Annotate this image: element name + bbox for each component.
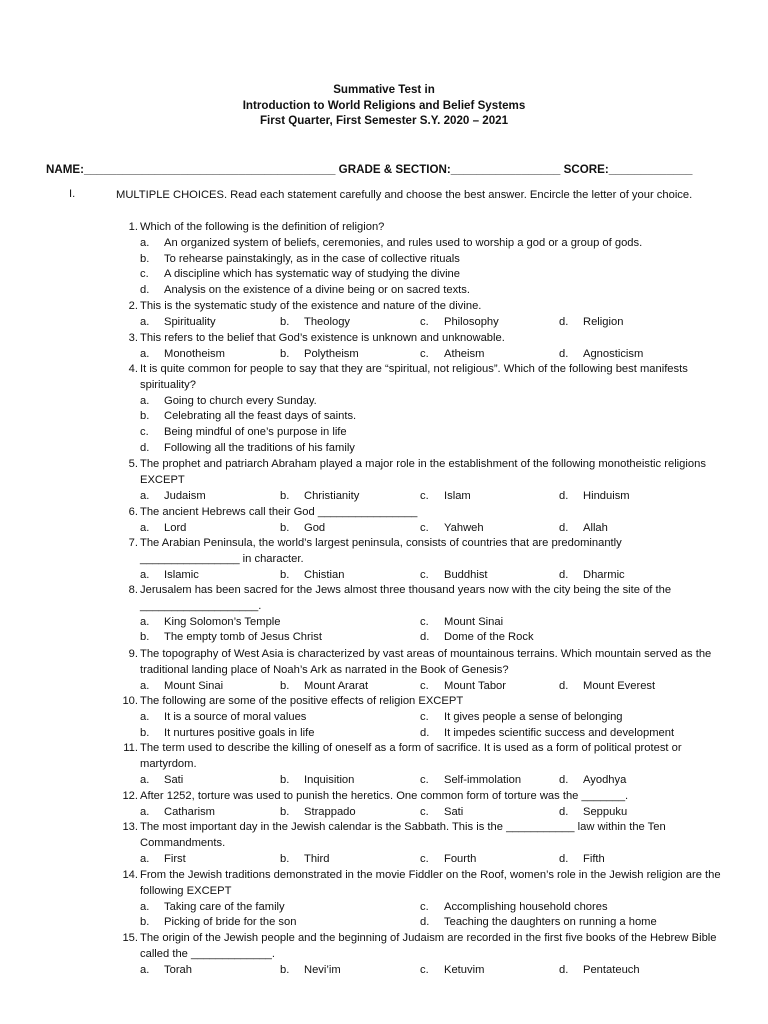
option-letter: c.	[420, 568, 429, 581]
option-text: Sati	[164, 773, 184, 786]
option-letter: c.	[420, 963, 429, 976]
option-text: Sati	[444, 805, 464, 818]
option-letter: c.	[420, 489, 429, 502]
option-letter: b.	[280, 315, 290, 328]
option-letter: d.	[559, 347, 569, 360]
option-letter: a.	[140, 236, 150, 249]
option-text: Ketuvim	[444, 963, 485, 976]
option-letter: b.	[280, 568, 290, 581]
option-text: Following all the traditions of his family	[164, 442, 355, 454]
question-15-option-c[interactable]	[420, 963, 484, 979]
question-4	[116, 362, 722, 394]
option-letter: a.	[140, 347, 150, 360]
option-letter: d.	[559, 315, 569, 328]
option-letter: c.	[420, 900, 429, 913]
question-text: The most important day in the Jewish calendar is the Sabbath. This is the ___________ law within the Ten Commandments.	[140, 821, 666, 849]
option-letter: d.	[140, 442, 150, 454]
question-9-option-a[interactable]	[140, 679, 223, 695]
option-letter: d.	[559, 852, 569, 865]
question-4-option-b[interactable]	[140, 409, 356, 425]
question-15-option-a[interactable]	[140, 963, 192, 979]
question-3-option-a[interactable]	[140, 347, 225, 363]
question-text: This refers to the belief that God’s existence is unknown and unknowable.	[140, 332, 505, 344]
question-14-option-b[interactable]	[140, 915, 296, 931]
section-number: I.	[69, 188, 76, 200]
question-number: 1.	[128, 221, 138, 233]
question-8-option-b[interactable]	[140, 630, 322, 646]
option-text: Taking care of the family	[164, 900, 285, 913]
question-10-option-c[interactable]	[420, 710, 623, 726]
option-text: An organized system of beliefs, ceremonies, and rules used to worship a god or a group of gods.	[164, 236, 643, 249]
question-1-option-c[interactable]	[140, 267, 460, 283]
question-6	[116, 505, 722, 521]
option-text: Picking of bride for the son	[164, 916, 297, 929]
question-5-option-b[interactable]	[280, 489, 359, 505]
question-number: 3.	[128, 332, 138, 344]
question-5-option-a[interactable]	[140, 489, 206, 505]
question-9	[116, 647, 722, 679]
question-2-option-c[interactable]	[420, 315, 499, 331]
question-1-option-d[interactable]	[140, 283, 470, 299]
question-6-option-c[interactable]	[420, 521, 484, 537]
question-14	[116, 868, 722, 900]
option-text: Mount Sinai	[164, 679, 224, 692]
option-letter: b.	[140, 252, 150, 265]
option-text: Being mindful of one’s purpose in life	[164, 426, 347, 439]
question-3-option-d[interactable]	[559, 347, 643, 363]
option-text: Seppuku	[583, 805, 628, 818]
option-text: Mount Ararat	[304, 679, 369, 692]
test-header	[0, 82, 768, 129]
option-letter: b.	[280, 773, 290, 786]
option-letter: a.	[140, 852, 150, 865]
question-1	[116, 220, 722, 236]
option-letter: a.	[140, 963, 150, 976]
question-11-option-b[interactable]	[280, 773, 354, 789]
option-letter: a.	[140, 568, 150, 581]
option-letter: c.	[420, 679, 429, 692]
question-12-option-d[interactable]	[559, 805, 627, 821]
question-text: The prophet and patriarch Abraham played a major role in the establishment of the following monotheistic religions EXCEPT	[140, 458, 706, 486]
question-13-option-c[interactable]	[420, 852, 476, 868]
option-text: Allah	[583, 521, 608, 534]
option-text: Dome of the Rock	[444, 631, 534, 644]
question-7-option-b[interactable]	[280, 568, 344, 584]
option-letter: d.	[559, 773, 569, 786]
option-letter: c.	[420, 773, 429, 786]
question-text: The term used to describe the killing of oneself as a form of sacrifice. It is used as a form of political protest or martyrdom.	[140, 742, 682, 770]
option-text: Monotheism	[164, 347, 225, 360]
option-letter: d.	[140, 284, 150, 297]
question-2-option-a[interactable]	[140, 315, 216, 331]
question-13-option-d[interactable]	[559, 852, 605, 868]
question-number: 6.	[128, 506, 138, 518]
question-4-option-c[interactable]	[140, 425, 347, 441]
question-9-option-c[interactable]	[420, 679, 506, 695]
option-text: Celebrating all the feast days of saints.	[164, 410, 357, 423]
question-5-option-c[interactable]	[420, 489, 471, 505]
option-text: A discipline which has systematic way of studying the divine	[164, 268, 460, 281]
option-text: To rehearse painstakingly, as in the case of collective rituals	[164, 252, 460, 265]
question-7-option-d[interactable]	[559, 568, 625, 584]
option-text: Spirituality	[164, 315, 216, 328]
question-number: 10.	[122, 695, 138, 707]
option-text: Mount Everest	[583, 679, 656, 692]
option-letter: b.	[140, 726, 150, 739]
question-4-option-a[interactable]	[140, 394, 317, 410]
option-text: Mount Sinai	[444, 615, 504, 628]
question-number: 2.	[128, 300, 138, 312]
question-number: 11.	[123, 742, 138, 754]
question-7	[116, 536, 722, 568]
question-3	[116, 331, 722, 347]
question-9-option-d[interactable]	[559, 679, 655, 695]
option-letter: d.	[559, 521, 569, 534]
option-text: God	[304, 521, 326, 534]
question-3-option-b[interactable]	[280, 347, 359, 363]
option-text: Pentateuch	[583, 963, 640, 976]
option-letter: a.	[140, 773, 150, 786]
question-11-option-d[interactable]	[559, 773, 626, 789]
section-instructions: MULTIPLE CHOICES. Read each statement carefully and choose the best answer. Encircle the letter of your choice.	[116, 189, 693, 201]
question-11	[116, 741, 722, 773]
question-number: 5.	[128, 458, 138, 470]
question-6-option-a[interactable]	[140, 521, 186, 537]
option-text: First	[164, 852, 186, 865]
question-14-option-c[interactable]	[420, 900, 608, 916]
question-2-option-b[interactable]	[280, 315, 350, 331]
option-text: Theology	[304, 315, 351, 328]
option-letter: d.	[420, 726, 430, 739]
option-text: Judaism	[164, 489, 206, 502]
option-letter: b.	[280, 489, 290, 502]
question-2	[116, 299, 722, 315]
option-text: Torah	[164, 963, 192, 976]
option-text: Fifth	[583, 852, 605, 865]
option-text: It is a source of moral values	[164, 710, 307, 723]
question-text: This is the systematic study of the existence and nature of the divine.	[140, 300, 482, 312]
question-text: The following are some of the positive effects of religion EXCEPT	[140, 695, 464, 707]
option-text: Hinduism	[583, 489, 630, 502]
question-number: 8.	[128, 584, 138, 596]
question-12-option-c[interactable]	[420, 805, 463, 821]
option-text: Christianity	[304, 489, 360, 502]
question-8-option-c[interactable]	[420, 615, 503, 631]
option-letter: b.	[280, 805, 290, 818]
question-number: 9.	[128, 648, 138, 660]
option-text: Analysis on the existence of a divine being or on sacred texts.	[164, 284, 470, 297]
question-7-option-c[interactable]	[420, 568, 488, 584]
question-14-option-a[interactable]	[140, 900, 285, 916]
option-letter: b.	[140, 916, 150, 929]
header-line-2: Introduction to World Religions and Belief Systems	[242, 98, 526, 112]
question-number: 13.	[122, 821, 138, 833]
question-5	[116, 457, 722, 489]
option-text: Third	[304, 852, 330, 865]
option-text: Buddhist	[444, 568, 488, 581]
option-letter: b.	[280, 679, 290, 692]
header-line-1: Summative Test in	[333, 83, 435, 96]
option-text: Fourth	[444, 852, 477, 865]
option-letter: c.	[420, 347, 429, 360]
question-text: Jerusalem has been sacred for the Jews almost three thousand years now with the city being the site of the ___________________.	[140, 584, 672, 612]
option-letter: d.	[559, 963, 569, 976]
question-11-option-a[interactable]	[140, 773, 183, 789]
question-text: After 1252, torture was used to punish the heretics. One common form of torture was the _______.	[140, 790, 629, 802]
option-text: Nevi’im	[304, 963, 341, 976]
question-15-option-b[interactable]	[280, 963, 341, 979]
option-letter: d.	[559, 489, 569, 502]
question-3-option-c[interactable]	[420, 347, 484, 363]
header-line-3: First Quarter, First Semester S.Y. 2020 – 2021	[259, 114, 509, 127]
question-9-option-b[interactable]	[280, 679, 368, 695]
option-text: Islamic	[164, 568, 199, 581]
question-12-option-a[interactable]	[140, 805, 215, 821]
option-letter: a.	[140, 521, 150, 534]
question-1-option-a[interactable]	[140, 236, 642, 252]
option-text: Going to church every Sunday.	[164, 394, 317, 407]
option-letter: b.	[280, 347, 290, 360]
option-letter: c.	[420, 521, 429, 534]
option-letter: b.	[140, 631, 150, 644]
option-letter: c.	[140, 268, 149, 281]
question-text: From the Jewish traditions demonstrated in the movie Fiddler on the Roof, women’s role in the Jewish religion are the following EXCEPT	[140, 869, 721, 897]
question-14-option-d[interactable]	[420, 915, 657, 931]
option-text: Lord	[164, 521, 187, 534]
question-6-option-d[interactable]	[559, 521, 608, 537]
question-15-option-d[interactable]	[559, 963, 640, 979]
question-1-option-b[interactable]	[140, 252, 460, 268]
question-number: 12.	[122, 790, 138, 802]
option-text: It impedes scientific success and development	[444, 726, 675, 739]
option-letter: a.	[140, 394, 150, 407]
question-number: 15.	[122, 932, 138, 944]
question-10-option-d[interactable]	[420, 726, 674, 742]
option-letter: c.	[420, 805, 429, 818]
question-text: The ancient Hebrews call their God ________________	[140, 506, 418, 518]
option-text: Self-immolation	[444, 773, 522, 786]
option-letter: a.	[140, 615, 150, 628]
question-2-option-d[interactable]	[559, 315, 623, 331]
question-text: Which of the following is the definition of religion?	[140, 221, 385, 233]
option-text: Agnosticism	[583, 347, 644, 360]
question-10	[116, 694, 722, 710]
question-11-option-c[interactable]	[420, 773, 521, 789]
question-number: 4.	[128, 363, 138, 375]
option-text: It gives people a sense of belonging	[444, 710, 623, 723]
option-text: Religion	[583, 315, 624, 328]
option-letter: a.	[140, 315, 150, 328]
option-letter: c.	[420, 615, 429, 628]
question-text: The topography of West Asia is characterized by vast areas of mountainous terrains. Which mountain served as the traditional landing place of Noah’s Ark as narrated in the Book of Genesis?	[140, 648, 712, 676]
option-text: Ayodhya	[583, 773, 627, 786]
option-text: Accomplishing household chores	[444, 900, 608, 913]
student-info-line: NAME:_______________________________________ GRADE & SECTION:_________________ SCORE:_____________	[46, 163, 693, 176]
option-letter: c.	[140, 426, 149, 439]
option-letter: a.	[140, 805, 150, 818]
option-text: The empty tomb of Jesus Christ	[164, 631, 322, 644]
question-8-option-a[interactable]	[140, 615, 281, 631]
option-text: Catharism	[164, 805, 215, 818]
option-text: Teaching the daughters on running a home	[444, 916, 657, 929]
question-8	[116, 583, 722, 615]
question-10-option-b[interactable]	[140, 726, 315, 742]
option-letter: d.	[420, 631, 430, 644]
option-letter: c.	[420, 852, 429, 865]
option-text: It nurtures positive goals in life	[164, 726, 315, 739]
option-letter: d.	[559, 568, 569, 581]
question-number: 7.	[128, 537, 138, 549]
option-text: Philosophy	[444, 315, 499, 328]
question-15	[116, 931, 722, 963]
option-text: King Solomon’s Temple	[164, 615, 281, 628]
question-4-option-d[interactable]	[140, 441, 355, 457]
option-letter: a.	[140, 679, 150, 692]
option-text: Mount Tabor	[444, 679, 506, 692]
question-7-option-a[interactable]	[140, 568, 199, 584]
question-13-option-b[interactable]	[280, 852, 330, 868]
question-12	[116, 789, 722, 805]
question-10-option-a[interactable]	[140, 710, 306, 726]
question-number: 14.	[122, 869, 138, 881]
question-8-option-d[interactable]	[420, 630, 534, 646]
option-text: Chistian	[304, 568, 345, 581]
option-letter: a.	[140, 710, 150, 723]
option-letter: d.	[420, 916, 430, 929]
question-text: The origin of the Jewish people and the beginning of Judaism are recorded in the first five books of the Hebrew Bible called the _____________.	[140, 932, 717, 960]
option-letter: b.	[280, 521, 290, 534]
option-text: Islam	[444, 489, 471, 502]
option-letter: a.	[140, 900, 150, 913]
question-13	[116, 820, 722, 852]
question-12-option-b[interactable]	[280, 805, 356, 821]
question-13-option-a[interactable]	[140, 852, 186, 868]
option-letter: b.	[280, 852, 290, 865]
question-6-option-b[interactable]	[280, 521, 325, 537]
option-letter: d.	[559, 805, 569, 818]
question-text: The Arabian Peninsula, the world’s largest peninsula, consists of countries that are predominantly ________________ in character.	[140, 537, 622, 565]
option-letter: d.	[559, 679, 569, 692]
option-letter: b.	[280, 963, 290, 976]
option-text: Atheism	[444, 347, 485, 360]
option-text: Inquisition	[304, 773, 355, 786]
option-text: Strappado	[304, 805, 356, 818]
question-text: It is quite common for people to say that they are “spiritual, not religious”. Which of the following best manifests spirituality?	[140, 363, 688, 391]
option-text: Yahweh	[444, 521, 484, 534]
option-letter: c.	[420, 710, 429, 723]
option-text: Dharmic	[583, 568, 625, 581]
option-letter: b.	[140, 410, 150, 423]
option-text: Polytheism	[304, 347, 359, 360]
option-letter: a.	[140, 489, 150, 502]
option-letter: c.	[420, 315, 429, 328]
question-5-option-d[interactable]	[559, 489, 630, 505]
